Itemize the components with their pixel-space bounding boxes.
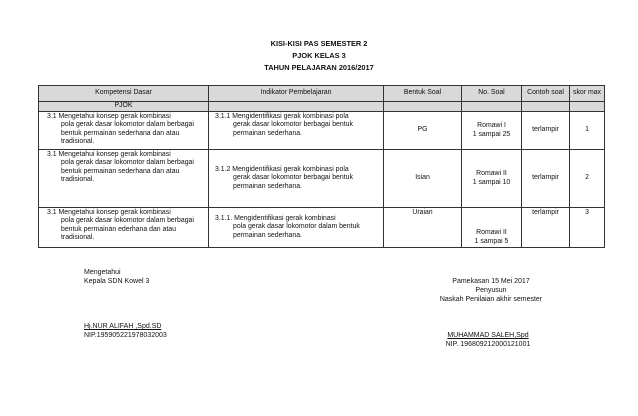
place-date: Pamekasan 15 Mei 2017 — [452, 278, 530, 285]
section-blank — [462, 102, 522, 112]
kd-number: 3.1 Mengetahui konsep gerak kombinasi — [47, 151, 171, 158]
kd-number: 3.1 Mengetahui konsep gerak kombinasi — [47, 113, 171, 120]
no-soal-line: Romawi II — [476, 170, 507, 178]
signature-right — [426, 277, 556, 305]
kd-number: 3.1 Mengetahui konsep gerak kombinasi — [47, 209, 171, 216]
col-header-no-soal: No. Soal — [462, 86, 522, 102]
indikator-cell — [209, 208, 384, 248]
penyusun-role: Naskah Penilaian akhir semester — [439, 296, 543, 304]
table-header-row — [39, 86, 605, 102]
no-soal-line: Romawi I — [477, 122, 506, 130]
kd-cell — [39, 112, 209, 150]
indikator-text: pola gerak dasar lokomotor dalam bentuk permainan sederhana. — [233, 223, 360, 239]
section-blank — [209, 102, 384, 112]
skor-cell: 1 — [570, 112, 605, 150]
kd-text: pola gerak dasar lokomotor dalam berbagai bentuk permainan ederhana dan atau tradisional. — [61, 217, 194, 242]
section-label: PJOK — [39, 102, 209, 112]
skor-cell: 3 — [570, 208, 605, 248]
document-header — [0, 38, 638, 74]
indikator-cell — [209, 150, 384, 208]
kisi-kisi-table — [38, 85, 605, 248]
indikator-text: gerak dasar lokomotor berbagai bentuk permainan sederhana. — [233, 121, 353, 137]
no-soal-cell — [462, 150, 522, 208]
table-row — [39, 208, 605, 248]
penyusun-nip: NIP. 196809212000121001 — [445, 341, 531, 349]
indikator-number: 3.1.1 Mengidentifikasi gerak kombinasi pola — [215, 113, 349, 120]
bentuk-cell: PG — [384, 112, 462, 150]
penyusun-label: Penyusun — [475, 287, 507, 295]
kepala-sekolah-nip: NIP.195905221978032003 — [84, 332, 167, 340]
indikator-cell — [209, 112, 384, 150]
no-soal-line: Romawi II — [476, 229, 507, 237]
section-row — [39, 102, 605, 112]
kd-cell — [39, 150, 209, 208]
section-blank — [384, 102, 462, 112]
no-soal-range: 1 sampai 5 — [474, 237, 509, 245]
bentuk-cell: Uraian — [384, 208, 462, 248]
bentuk-cell: Isian — [384, 150, 462, 208]
col-header-skor: skor max — [570, 86, 605, 102]
doc-title: KISI-KISI PAS SEMESTER 2 — [270, 39, 368, 48]
table-row — [39, 112, 605, 150]
kd-text: pola gerak dasar lokomotor dalam berbagai bentuk permainan sederhana dan atau tradisional. — [61, 159, 194, 184]
penyusun-name: MUHAMMAD SALEH,Spd — [447, 332, 529, 339]
no-soal-cell — [462, 208, 522, 248]
signature-right-name — [418, 331, 558, 349]
no-soal-range: 1 sampai 10 — [472, 178, 511, 186]
indikator-number: 3.1.2 Mengidentifikasi gerak kombinasi pola — [215, 165, 349, 173]
contoh-cell: terlampir — [522, 150, 570, 208]
section-blank — [522, 102, 570, 112]
signature-left — [84, 268, 149, 286]
col-header-bentuk: Bentuk Soal — [384, 86, 462, 102]
col-header-indikator: Indikator Pembelajaran — [209, 86, 384, 102]
kepala-sekolah-name: Hj.NUR ALIFAH ,Spd.SD — [84, 323, 162, 330]
skor-cell: 2 — [570, 150, 605, 208]
col-header-kompetensi: Kompetensi Dasar — [39, 86, 209, 102]
doc-year: TAHUN PELAJARAN 2016/2017 — [264, 63, 374, 72]
doc-subtitle: PJOK KELAS 3 — [292, 51, 346, 60]
contoh-cell: terlampir — [522, 208, 570, 248]
indikator-text: gerak dasar lokomotor berbagai bentuk permainan sederhana. — [233, 174, 353, 190]
kd-cell — [39, 208, 209, 248]
kd-text: pola gerak dasar lokomotor dalam berbagai bentuk permainan sederhana dan atau tradisional. — [61, 121, 194, 146]
mengetahui-label: Mengetahui — [84, 269, 121, 276]
contoh-cell: terlampir — [522, 112, 570, 150]
indikator-number: 3.1.1. Mengidentifikasi gerak kombinasi — [215, 214, 336, 222]
no-soal-range: 1 sampai 25 — [472, 130, 511, 138]
table-row — [39, 150, 605, 208]
section-blank — [570, 102, 605, 112]
no-soal-cell — [462, 112, 522, 150]
signature-left-name — [84, 322, 167, 340]
kepala-sekolah-label: Kepala SDN Kowel 3 — [84, 278, 150, 286]
col-header-contoh: Contoh soal — [522, 86, 570, 102]
